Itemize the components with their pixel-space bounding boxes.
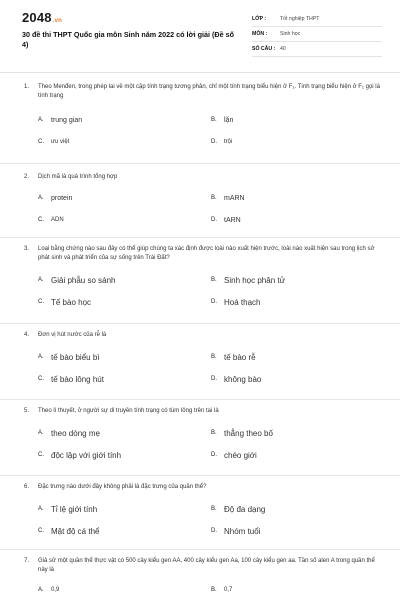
options	[24, 269, 380, 313]
option-c[interactable]: C. tế bào lông hút	[38, 374, 104, 384]
question-stem: 5. Theo lí thuyết, ở người sự di truyền tính trạng có tùm lông trên tai là	[24, 408, 219, 414]
document-title: 30 đề thi THPT Quốc gia môn Sinh năm 2022 có lời giải (Đề số 4)	[22, 30, 234, 49]
question-7	[0, 550, 400, 600]
option-b[interactable]: B. tế bào rễ	[211, 352, 256, 362]
option-a[interactable]: A. protein	[38, 194, 73, 202]
meta-row-subject: MÔN : Sinh học	[252, 27, 382, 42]
option-a[interactable]: A. trung gian	[38, 116, 83, 124]
option-c[interactable]: C. ADN	[38, 217, 64, 223]
question-1	[0, 80, 400, 164]
option-c[interactable]: C. độc lập với giới tính	[38, 450, 122, 460]
document-meta	[252, 12, 382, 57]
option-b[interactable]: B. mARN	[211, 194, 245, 202]
options	[24, 498, 380, 542]
option-d[interactable]: D. chéo giới	[211, 450, 257, 460]
option-a[interactable]: A. Tỉ lệ giới tính	[38, 504, 98, 514]
question-list	[0, 80, 400, 600]
question-2	[0, 164, 400, 238]
question-stem: 3. Loại bằng chứng nào sau đây có thể giúp chúng ta xác định được loài nào xuất hiện trước, loài nào xuất hiện sau trong lịch sử phát sinh và phát triển của sự sống trên Trái Đất?	[24, 246, 375, 261]
option-c[interactable]: C. Tế bào học	[38, 297, 92, 307]
question-6	[0, 476, 400, 550]
question-4	[0, 324, 400, 400]
question-stem: 6. Đặc trưng nào dưới đây không phải là đặc trưng của quần thể?	[24, 484, 207, 490]
question-stem: 1. Theo Menđen, trong phép lai về một cặp tính trạng tương phản, chỉ một tính trạng biểu hiện ở F₁. Tính trạng biểu hiện ở F₁ gọi là tính trạng	[24, 84, 380, 99]
option-b[interactable]: B. thẳng theo bố	[211, 428, 273, 438]
option-b[interactable]: B. Độ đa dạng	[211, 504, 266, 514]
option-d[interactable]: D. Hoá thạch	[211, 297, 261, 307]
option-c[interactable]: C. Mật độ cá thể	[38, 526, 100, 536]
question-stem: 4. Đơn vị hút nước của rễ là	[24, 332, 107, 338]
site-logo[interactable]: 2048.vn	[22, 10, 63, 25]
question-stem: 2. Dịch mã là quá trình tổng hợp	[24, 174, 118, 180]
option-d[interactable]: D. tARN	[211, 216, 241, 224]
options	[24, 422, 380, 466]
question-5	[0, 400, 400, 476]
option-a[interactable]: A. theo dòng mẹ	[38, 428, 100, 438]
header-divider	[0, 72, 400, 73]
options	[24, 187, 380, 231]
option-c[interactable]: C. ưu việt	[38, 139, 70, 145]
options	[24, 109, 380, 153]
question-3	[0, 238, 400, 324]
options	[24, 346, 380, 390]
option-d[interactable]: D. không bào	[211, 374, 262, 384]
document-header	[0, 0, 400, 68]
option-b[interactable]: B. lặn	[211, 116, 234, 124]
question-stem: 7. Giả sử một quần thể thực vật có 500 cây kiểu gen AA, 400 cây kiểu gen Aa, 100 cây kiểu gen aa. Tần số alen A trong quần thể này là	[24, 558, 375, 573]
meta-row-class: LỚP : Tốt nghiệp THPT	[252, 12, 382, 27]
option-b[interactable]: B. Sinh học phân tử	[211, 275, 285, 285]
option-b[interactable]: B. 0,7	[211, 587, 233, 593]
option-a[interactable]: A. 0,9	[38, 587, 60, 593]
option-a[interactable]: A. tế bào biểu bì	[38, 352, 100, 362]
options	[24, 579, 380, 600]
option-d[interactable]: D. trội	[211, 139, 233, 145]
option-a[interactable]: A. Giải phẫu so sánh	[38, 275, 116, 285]
meta-row-question-count: SỐ CÂU : 40	[252, 42, 382, 57]
option-d[interactable]: D. Nhóm tuổi	[211, 526, 261, 536]
